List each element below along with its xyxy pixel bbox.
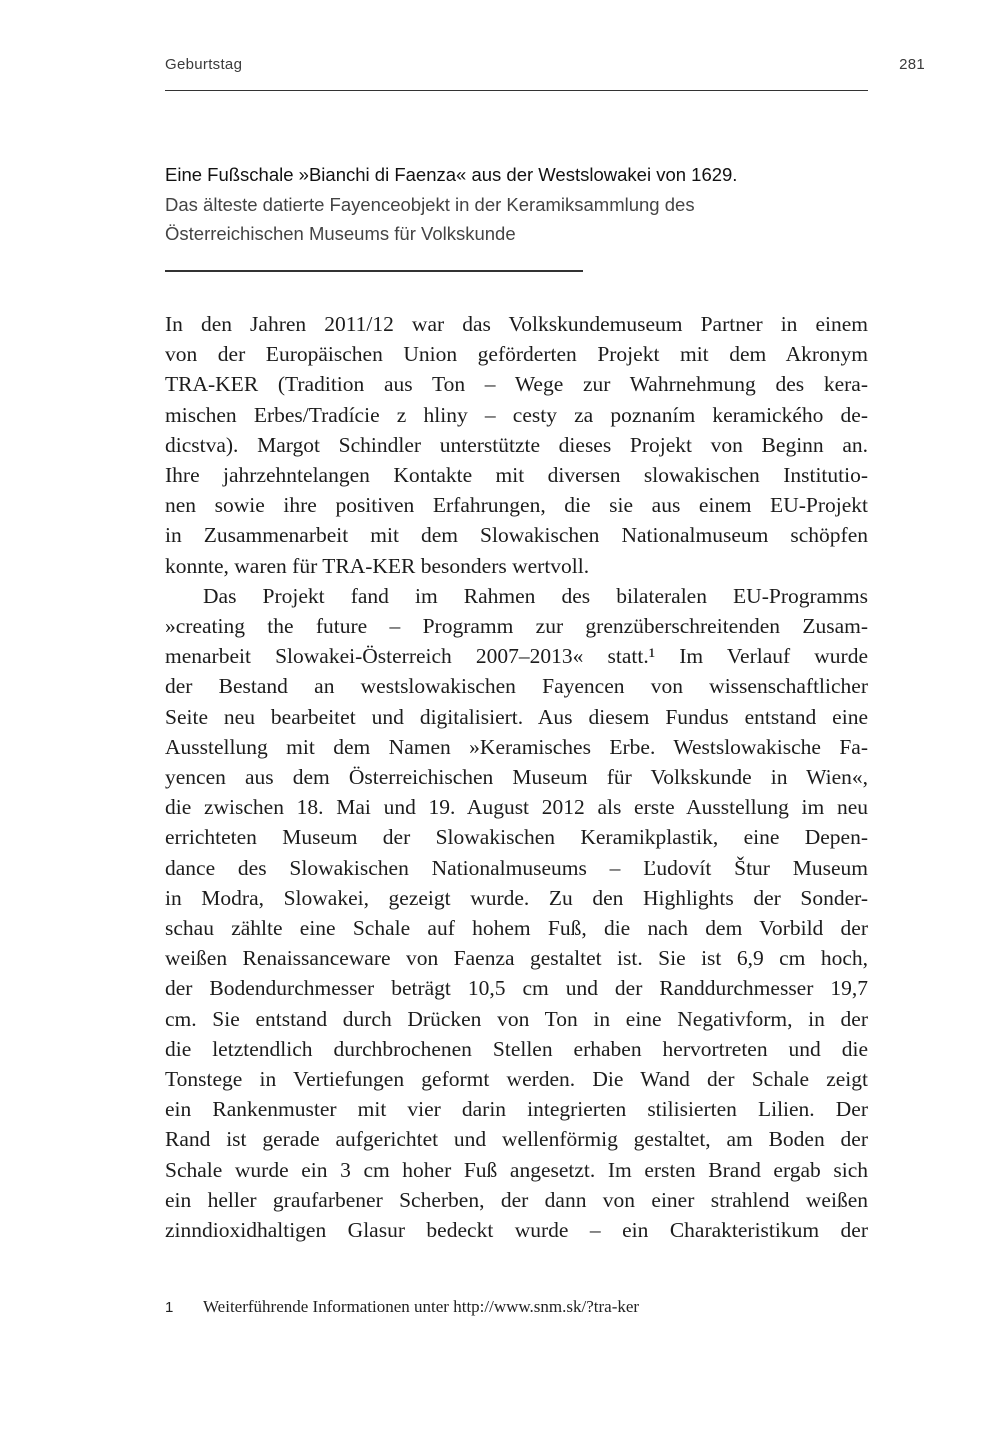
text-line: ein heller graufarbener Scherben, der dann von einer strahlend weißen: [165, 1187, 868, 1212]
text-line: zinndioxidhaltigen Glasur bedeckt wurde – ein Charakteristikum der: [165, 1218, 868, 1243]
text-line: errichteten Museum der Slowakischen Keramikplastik, eine Depen-: [165, 825, 868, 850]
footnote-text: Weiterführende Informationen unter http://www.snm.sk/?tra-ker: [203, 1297, 640, 1316]
footnote: [165, 1297, 639, 1317]
text-line: die letztendlich durchbrochenen Stellen erhaben hervortreten und die: [165, 1036, 868, 1061]
text-line: nen sowie ihre positiven Erfahrungen, die sie aus einem EU-Projekt: [165, 493, 868, 518]
text-line: weißen Renaissanceware von Faenza gestaltet ist. Sie ist 6,9 cm hoch,: [165, 946, 868, 971]
text-line: schau zählte eine Schale auf hohem Fuß, die nach dem Vorbild der: [165, 916, 868, 941]
running-header-title: Geburtstag: [165, 56, 243, 73]
text-line: der Bodendurchmesser beträgt 10,5 cm und der Randdurchmesser 19,7: [165, 976, 868, 1001]
text-line: menarbeit Slowakei-Österreich 2007–2013« statt.¹ Im Verlauf wurde: [165, 644, 868, 669]
body-text: [165, 309, 868, 1245]
page-number: 281: [899, 56, 925, 73]
footnote-number: 1: [165, 1299, 174, 1316]
header-rule: [165, 90, 868, 91]
text-line: konnte, waren für TRA-KER besonders wertvoll.: [165, 553, 590, 578]
text-line: Ihre jahrzehntelangen Kontakte mit diversen slowakischen Institutio-: [165, 463, 868, 488]
text-line: Seite neu bearbeitet und digitalisiert. Aus diesem Fundus entstand eine: [165, 704, 868, 729]
text-line: in Modra, Slowakei, gezeigt wurde. Zu den Highlights der Sonder-: [165, 885, 868, 910]
text-line: yencen aus dem Österreichischen Museum für Volkskunde in Wien«,: [165, 765, 868, 790]
text-line: »creating the future – Programm zur grenzüberschreitenden Zusam-: [165, 614, 868, 639]
text-line: von der Europäischen Union geförderten Projekt mit dem Akronym: [165, 342, 868, 367]
title-rule: [165, 270, 583, 272]
text-line: Rand ist gerade aufgerichtet und wellenförmig gestaltet, am Boden der: [165, 1127, 868, 1152]
paragraph: [165, 309, 868, 581]
article-heading: [165, 160, 737, 249]
text-line: mischen Erbes/Tradície z hliny – cesty za poznaním keramického de-: [165, 402, 868, 427]
text-line: Ausstellung mit dem Namen »Keramisches Erbe. Westslowakische Fa-: [165, 734, 868, 759]
text-line: Das Projekt fand im Rahmen des bilateralen EU-Programms: [203, 583, 868, 608]
article-title: Eine Fußschale »Bianchi di Faenza« aus der Westslowakei von 1629.: [165, 164, 738, 185]
text-line: In den Jahren 2011/12 war das Volkskundemuseum Partner in einem: [165, 312, 868, 336]
article-subtitle-line: Österreichischen Museums für Volkskunde: [165, 223, 516, 244]
article-subtitle-line: Das älteste datierte Fayenceobjekt in der Keramiksammlung des: [165, 193, 695, 215]
text-line: dance des Slowakischen Nationalmuseums – Ľudovít Štur Museum: [165, 855, 868, 880]
text-line: der Bestand an westslowakischen Fayencen von wissenschaftlicher: [165, 674, 868, 699]
text-line: in Zusammenarbeit mit dem Slowakischen Nationalmuseum schöpfen: [165, 523, 868, 548]
text-line: dicstva). Margot Schindler unterstützte dieses Projekt von Beginn an.: [165, 432, 868, 457]
text-line: Tonstege in Vertiefungen geformt werden. Die Wand der Schale zeigt: [165, 1067, 868, 1092]
text-line: TRA-KER (Tradition aus Ton – Wege zur Wahrnehmung des kera-: [165, 372, 868, 397]
text-line: die zwischen 18. Mai und 19. August 2012 als erste Ausstellung im neu: [165, 795, 868, 820]
text-line: Schale wurde ein 3 cm hoher Fuß angesetzt. Im ersten Brand ergab sich: [165, 1157, 868, 1182]
text-line: ein Rankenmuster mit vier darin integrierten stilisierten Lilien. Der: [165, 1097, 868, 1122]
text-line: cm. Sie entstand durch Drücken von Ton in eine Negativform, in der: [165, 1006, 868, 1031]
paragraph: [165, 581, 868, 1245]
